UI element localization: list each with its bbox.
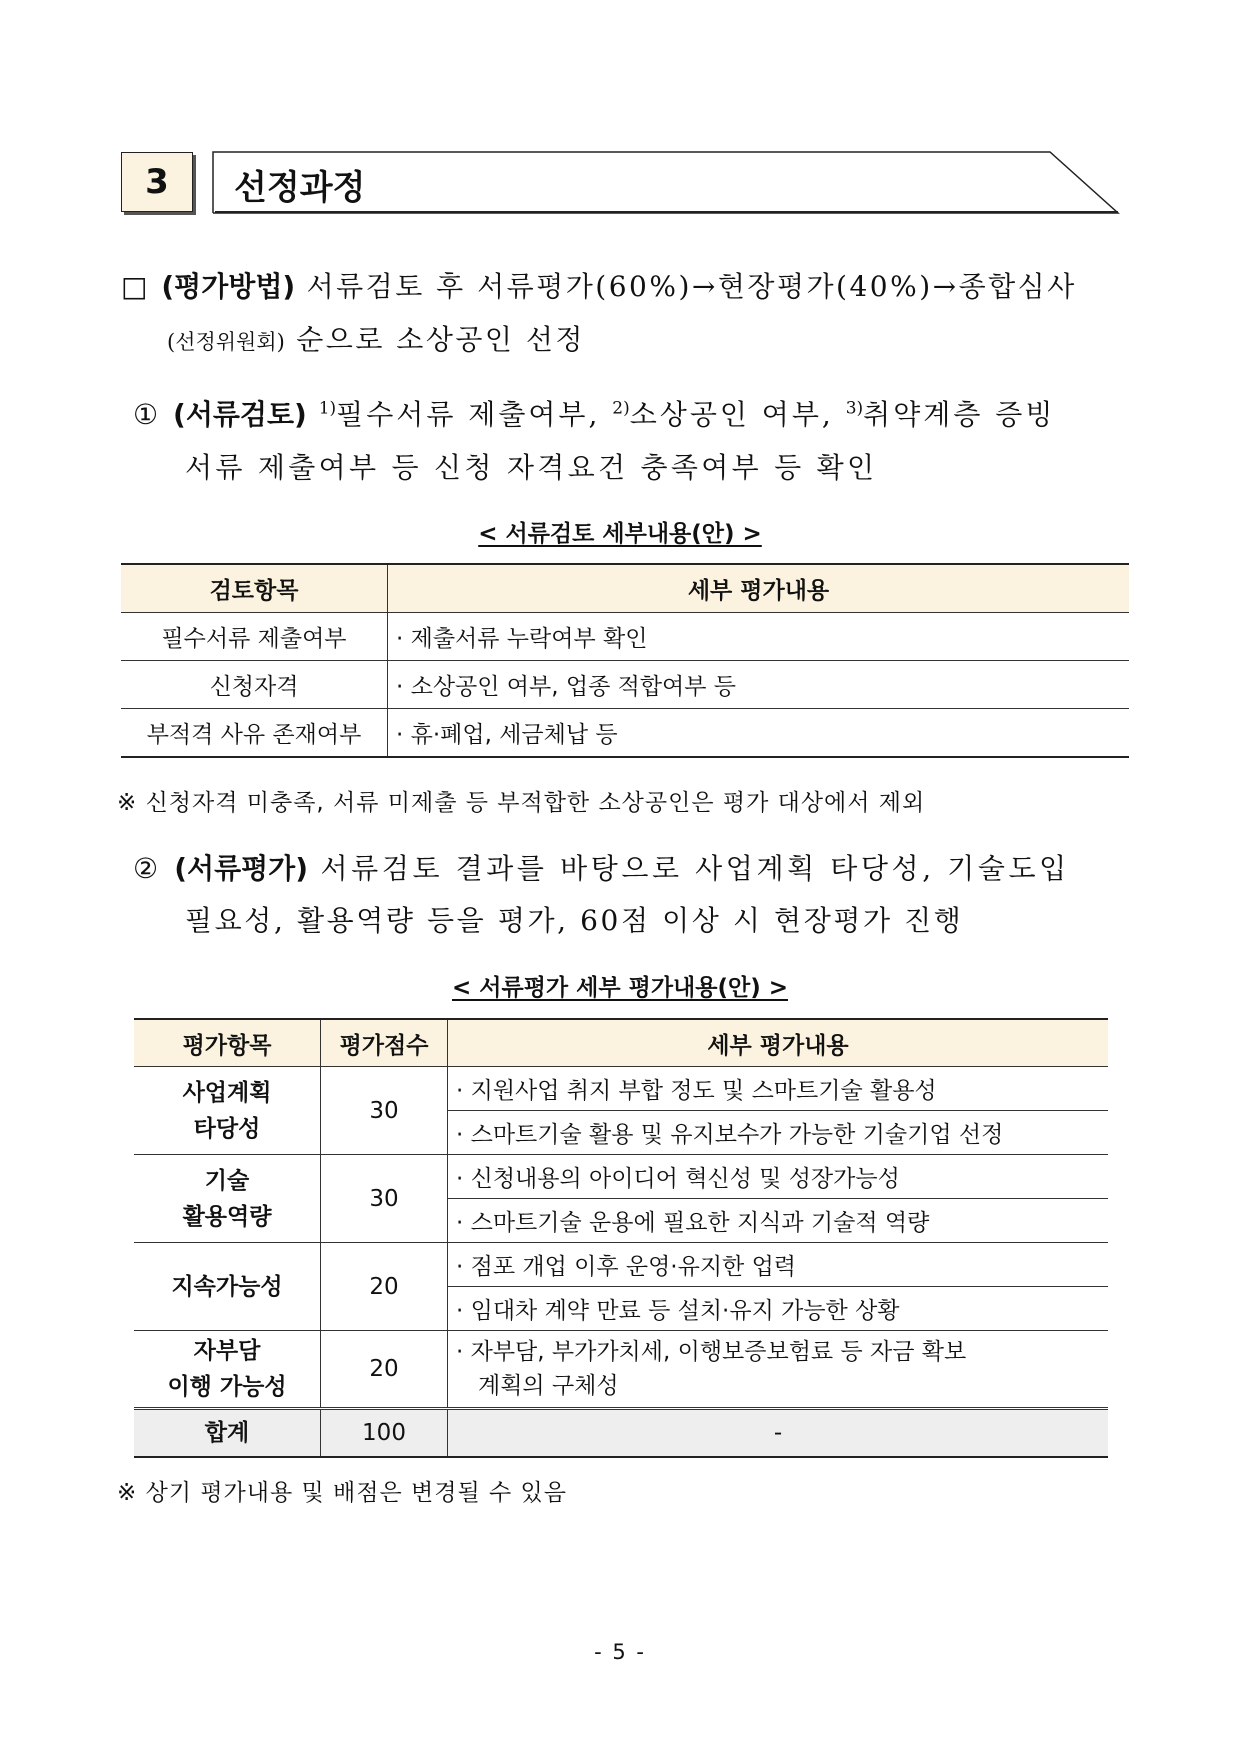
doc-eval-text: 서류검토 결과를 바탕으로 사업계획 타당성, 기술도입 xyxy=(320,852,1070,885)
eval-detail-line: 계획의 구체성 xyxy=(478,1373,619,1399)
eval-category xyxy=(134,1243,321,1331)
section-title: 선정과정 xyxy=(234,168,366,208)
doc-eval-table xyxy=(134,1018,1108,1458)
eval-category-line: 활용역량 xyxy=(182,1203,272,1230)
table-row xyxy=(134,1155,1108,1199)
eval-category xyxy=(134,1067,321,1155)
eval-score: 30 xyxy=(321,1067,448,1155)
table-header-row xyxy=(134,1019,1108,1067)
doc-review-line1 xyxy=(133,393,1055,433)
eval-detail: · 스마트기술 운용에 필요한 지식과 기술적 역량 xyxy=(448,1199,1109,1243)
table-row xyxy=(134,1067,1108,1111)
table-cell-item: 부적격 사유 존재여부 xyxy=(121,709,388,758)
eval-method-line1 xyxy=(121,265,1077,305)
footnote-3: 3) xyxy=(845,398,864,419)
table-header: 세부 평가내용 xyxy=(448,1019,1109,1067)
note-exclusion: ※ 신청자격 미충족, 서류 미제출 등 부적합한 소상공인은 평가 대상에서 제외 xyxy=(117,790,926,816)
eval-detail: · 임대차 계약 만료 등 설치·유지 가능한 상황 xyxy=(448,1287,1109,1331)
total-desc: - xyxy=(448,1409,1109,1458)
total-label: 합계 xyxy=(134,1409,321,1458)
table-cell-item: 필수서류 제출여부 xyxy=(121,613,388,661)
table-cell-desc: · 제출서류 누락여부 확인 xyxy=(388,613,1130,661)
eval-category-line: 타당성 xyxy=(193,1115,261,1142)
doc-eval-line1 xyxy=(133,847,1070,887)
table2-caption-text: < 서류평가 세부 평가내용(안) > xyxy=(452,975,788,1001)
eval-method-label: (평가방법) xyxy=(161,270,296,303)
table-header: 세부 평가내용 xyxy=(388,564,1130,613)
table-cell-desc: · 소상공인 여부, 업종 적합여부 등 xyxy=(388,661,1130,709)
table-cell-item: 신청자격 xyxy=(121,661,388,709)
committee-note: (선정위원회) xyxy=(167,330,285,354)
total-score: 100 xyxy=(321,1409,448,1458)
doc-eval-line2: 필요성, 활용역량 등을 평가, 60점 이상 시 현장평가 진행 xyxy=(185,904,964,937)
eval-category-line: 자부담 xyxy=(193,1338,261,1364)
eval-detail xyxy=(448,1331,1109,1409)
footnote-2: 2) xyxy=(612,398,630,419)
eval-detail: · 스마트기술 활용 및 유지보수가 가능한 기술기업 선정 xyxy=(448,1111,1109,1155)
doc-review-table xyxy=(121,563,1129,758)
table-header: 평가점수 xyxy=(321,1019,448,1067)
eval-detail-line: · 자부담, 부가가치세, 이행보증보험료 등 자금 확보 xyxy=(456,1339,967,1365)
eval-score: 20 xyxy=(321,1243,448,1331)
table-header-row xyxy=(121,564,1129,613)
table-row xyxy=(121,709,1129,758)
table1-caption xyxy=(0,515,1240,548)
note-changes: ※ 상기 평가내용 및 배점은 변경될 수 있음 xyxy=(117,1480,567,1506)
table-header: 평가항목 xyxy=(134,1019,321,1067)
eval-detail: · 점포 개업 이후 운영·유지한 업력 xyxy=(448,1243,1109,1287)
eval-category-line: 사업계획 xyxy=(182,1079,272,1106)
checkbox-marker: □ xyxy=(121,270,150,303)
eval-category-line: 이행 가능성 xyxy=(167,1374,287,1400)
doc-eval-label: (서류평가) xyxy=(174,852,309,885)
doc-review-text3: 취약계층 증빙 xyxy=(863,398,1056,431)
eval-category xyxy=(134,1155,321,1243)
eval-detail: · 신청내용의 아이디어 혁신성 및 성장가능성 xyxy=(448,1155,1109,1199)
table-row xyxy=(134,1331,1108,1409)
page-number: - 5 - xyxy=(594,1640,646,1664)
doc-review-text2: 소상공인 여부, xyxy=(629,398,834,431)
eval-method-text2: 순으로 소상공인 선정 xyxy=(296,323,585,356)
table-row xyxy=(121,661,1129,709)
eval-category-line: 기술 xyxy=(204,1167,250,1194)
table-row xyxy=(134,1243,1108,1287)
doc-eval-marker: ② xyxy=(133,852,162,885)
doc-review-line2: 서류 제출여부 등 신청 자격요건 충족여부 등 확인 xyxy=(185,451,878,484)
table1-caption-text: < 서류검토 세부내용(안) > xyxy=(478,521,762,547)
section-title-box xyxy=(212,150,1120,214)
eval-method-line2 xyxy=(167,318,585,358)
eval-method-text: 서류검토 후 서류평가(60%)→현장평가(40%)→종합심사 xyxy=(306,270,1077,303)
eval-category-line: 지속가능성 xyxy=(171,1273,283,1300)
section-number: 3 xyxy=(121,152,193,212)
doc-review-text1: 필수서류 제출여부, xyxy=(336,398,601,431)
table2-caption xyxy=(0,969,1240,1002)
doc-review-label: (서류검토) xyxy=(173,398,307,431)
doc-review-marker: ① xyxy=(133,398,162,431)
eval-score: 30 xyxy=(321,1155,448,1243)
eval-score: 20 xyxy=(321,1331,448,1409)
footnote-1: 1) xyxy=(318,398,337,419)
table-cell-desc: · 휴·폐업, 세금체납 등 xyxy=(388,709,1130,758)
table-header: 검토항목 xyxy=(121,564,388,613)
table-row xyxy=(121,613,1129,661)
table-total-row xyxy=(134,1409,1108,1458)
eval-category xyxy=(134,1331,321,1409)
eval-detail: · 지원사업 취지 부합 정도 및 스마트기술 활용성 xyxy=(448,1067,1109,1111)
